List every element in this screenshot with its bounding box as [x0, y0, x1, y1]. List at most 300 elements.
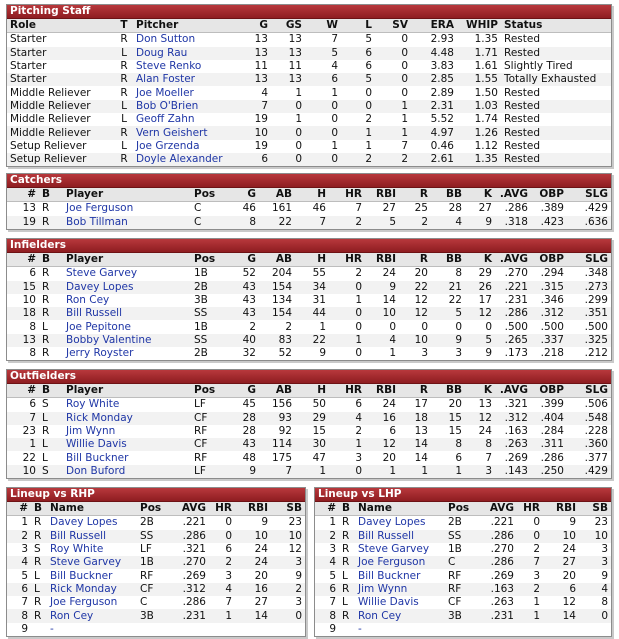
cell-sb: 3: [271, 556, 305, 569]
cell-hr: 0: [329, 281, 365, 294]
cell-pos: 1B: [194, 320, 208, 333]
column-header-hr[interactable]: HR: [329, 384, 365, 398]
cell-pos: [445, 623, 479, 636]
player-link[interactable]: Alan Foster: [136, 73, 195, 86]
player-link[interactable]: Joe Ferguson: [50, 596, 118, 609]
cell-col: 8: [315, 609, 339, 622]
cell-col: 5: [329, 569, 336, 582]
player-link[interactable]: Joe Ferguson: [358, 556, 426, 569]
column-header-pos[interactable]: Pos: [137, 502, 171, 516]
player-link[interactable]: Joe Ferguson: [66, 202, 134, 215]
column-header-rbi[interactable]: RBI: [365, 384, 399, 398]
cell-t: L: [115, 47, 133, 60]
column-header-hr[interactable]: HR: [517, 502, 543, 516]
table-row[interactable]: [7, 609, 305, 622]
cell-rbi: 27: [543, 556, 579, 569]
player-link[interactable]: -: [358, 622, 362, 635]
column-header-hr[interactable]: HR: [209, 502, 235, 516]
cell-rbi: 20: [254, 569, 268, 582]
cell-g: 43: [225, 438, 259, 451]
cell-player: [63, 320, 191, 333]
cell-slg: .325: [567, 334, 611, 347]
column-header-slg[interactable]: SLG: [567, 188, 611, 202]
player-link[interactable]: Don Sutton: [136, 33, 196, 46]
table-row[interactable]: [7, 347, 611, 360]
table-row[interactable]: [7, 569, 305, 582]
player-link[interactable]: Willie Davis: [358, 596, 419, 609]
table-row[interactable]: [7, 623, 305, 636]
player-link[interactable]: Joe Grzenda: [136, 139, 200, 152]
player-link[interactable]: Doyle Alexander: [136, 153, 223, 166]
column-header-col[interactable]: #: [7, 188, 39, 202]
cell-status: Rested: [504, 139, 540, 152]
player-link[interactable]: Bill Buckner: [358, 569, 421, 582]
cell-col: 7: [7, 412, 39, 425]
player-link[interactable]: Bill Russell: [66, 307, 123, 320]
table-row[interactable]: [7, 596, 305, 609]
column-header-bb[interactable]: BB: [431, 188, 465, 202]
player-link[interactable]: Bob Tillman: [66, 215, 128, 228]
cell-player: [63, 267, 191, 281]
column-header-obp[interactable]: OBP: [531, 253, 567, 267]
column-header-t[interactable]: T: [115, 19, 133, 33]
column-header-k[interactable]: K: [465, 188, 495, 202]
table-row[interactable]: [7, 451, 611, 464]
cell-col: 10: [7, 465, 39, 478]
cell-col: 6: [29, 267, 36, 280]
column-header-k[interactable]: K: [465, 253, 495, 267]
cell-sb: 0: [579, 609, 611, 622]
table-row[interactable]: [315, 516, 611, 530]
cell-rbi: 5: [365, 216, 399, 229]
cell-pos: CF: [137, 583, 171, 596]
player-link[interactable]: Rick Monday: [66, 411, 133, 424]
player-link[interactable]: Jim Wynn: [358, 582, 408, 595]
column-header-r[interactable]: R: [399, 253, 431, 267]
cell-pitcher: [133, 140, 245, 153]
cell-avg: .286: [479, 556, 517, 569]
player-link[interactable]: Doug Rau: [136, 46, 188, 59]
table-row[interactable]: [7, 281, 611, 294]
table-row[interactable]: [7, 126, 611, 139]
cell-g: 19: [254, 139, 268, 152]
table-row[interactable]: [315, 623, 611, 636]
table-row[interactable]: [7, 412, 611, 425]
column-header-pos[interactable]: Pos: [445, 502, 479, 516]
cell-k: 27: [478, 202, 492, 215]
cell-pitcher: [133, 33, 245, 47]
column-header-ab[interactable]: AB: [259, 253, 295, 267]
column-header-pitcher[interactable]: Pitcher: [133, 19, 245, 33]
column-header-k[interactable]: K: [465, 384, 495, 398]
table-row[interactable]: [7, 425, 611, 438]
column-header-l[interactable]: L: [341, 19, 375, 33]
table-row[interactable]: [7, 543, 305, 556]
player-link[interactable]: Davey Lopes: [358, 516, 426, 529]
table-row[interactable]: [7, 153, 611, 166]
cell-w: 0: [305, 126, 341, 139]
cell-b: R: [339, 583, 355, 596]
column-header-sb[interactable]: SB: [579, 502, 611, 516]
cell-name: [47, 623, 137, 636]
column-header-pos[interactable]: Pos: [191, 188, 225, 202]
player-link[interactable]: Bill Russell: [50, 529, 107, 542]
cell-g: 7: [245, 100, 271, 113]
column-header-name[interactable]: Name: [47, 502, 137, 516]
column-header-slg[interactable]: SLG: [567, 253, 611, 267]
cell-col: 2: [315, 530, 339, 543]
column-header-player[interactable]: Player: [63, 253, 191, 267]
cell-avg: .269: [490, 569, 514, 582]
column-header-h[interactable]: H: [295, 384, 329, 398]
column-header-hr[interactable]: HR: [329, 188, 365, 202]
table-row[interactable]: [7, 465, 611, 478]
player-link[interactable]: Jim Wynn: [66, 425, 116, 438]
cell-t: R: [120, 60, 128, 73]
cell-l: 0: [341, 100, 375, 113]
cell-hr: 3: [225, 569, 232, 582]
cell-sb: [579, 623, 611, 636]
cell-bb: 28: [448, 202, 462, 215]
cell-b: R: [39, 281, 63, 294]
column-header-obp[interactable]: OBP: [531, 188, 567, 202]
cell-g: 43: [225, 281, 259, 294]
cell-rbi: 10: [365, 307, 399, 320]
table-row[interactable]: [7, 294, 611, 307]
column-header-bb[interactable]: BB: [431, 253, 465, 267]
cell-h: 46: [312, 202, 326, 215]
table-row[interactable]: [7, 47, 611, 60]
cell-sb: 23: [288, 516, 302, 529]
cell-r: 12: [414, 294, 428, 307]
column-header-status[interactable]: Status: [501, 19, 611, 33]
column-header-b[interactable]: B: [39, 384, 63, 398]
lineup-vs-lhp-title: Lineup vs LHP: [315, 488, 611, 502]
infielders-panel: [6, 238, 612, 361]
column-header-col[interactable]: #: [7, 502, 31, 516]
cell-sb: 4: [579, 583, 611, 596]
cell-b: R: [42, 347, 50, 360]
cell-slg: .351: [567, 307, 611, 320]
column-header-pos[interactable]: Pos: [191, 384, 225, 398]
column-header-sv[interactable]: SV: [375, 19, 411, 33]
cell-gs: 11: [288, 60, 302, 73]
cell-rbi: 6: [389, 425, 396, 438]
column-header-col[interactable]: #: [315, 502, 339, 516]
player-link[interactable]: Willie Davis: [66, 438, 127, 451]
player-link[interactable]: Bill Russell: [358, 529, 415, 542]
cell-gs: 13: [288, 33, 302, 46]
column-header-h[interactable]: H: [295, 188, 329, 202]
cell-col: 8: [29, 347, 36, 360]
cell-g: 10: [245, 126, 271, 139]
cell-obp: .218: [540, 347, 564, 360]
cell-pos: SS: [445, 530, 479, 543]
column-header-b[interactable]: B: [31, 502, 47, 516]
cell-avg: .318: [495, 216, 531, 229]
player-link[interactable]: Joe Pepitone: [66, 320, 131, 333]
cell-k: 26: [465, 281, 495, 294]
cell-b: S: [39, 465, 63, 478]
cell-hr: 7: [225, 596, 232, 609]
player-link[interactable]: Rick Monday: [50, 582, 117, 595]
column-header-hr[interactable]: HR: [329, 253, 365, 267]
column-header-sb[interactable]: SB: [271, 502, 305, 516]
column-header-rbi[interactable]: RBI: [543, 502, 579, 516]
cell-pitcher: [133, 47, 245, 60]
table-row[interactable]: [315, 530, 611, 543]
column-header-w[interactable]: W: [305, 19, 341, 33]
cell-era: 2.31: [411, 100, 457, 113]
table-row[interactable]: [7, 307, 611, 320]
cell-b: R: [39, 334, 63, 347]
player-link[interactable]: Ron Cey: [358, 609, 402, 622]
column-header-ab[interactable]: AB: [259, 188, 295, 202]
catchers-title: Catchers: [7, 174, 611, 188]
cell-k: 3: [465, 465, 495, 478]
cell-status: Rested: [504, 113, 540, 126]
cell-avg: .269: [182, 569, 206, 582]
player-link[interactable]: Steve Garvey: [358, 543, 430, 556]
cell-hr: 6: [225, 543, 232, 556]
cell-rbi: 4: [365, 334, 399, 347]
cell-pos: C: [445, 556, 479, 569]
cell-era: 4.48: [411, 47, 457, 60]
cell-b: R: [42, 425, 50, 438]
column-header-rbi[interactable]: RBI: [365, 253, 399, 267]
player-link[interactable]: Bill Buckner: [50, 569, 113, 582]
player-link[interactable]: Vern Geishert: [136, 126, 208, 139]
column-header-b[interactable]: B: [39, 188, 63, 202]
table-row[interactable]: [7, 86, 611, 99]
cell-obp: .312: [531, 307, 567, 320]
cell-name: [355, 623, 445, 636]
cell-status: Rested: [501, 153, 611, 166]
player-link[interactable]: Geoff Zahn: [136, 113, 195, 126]
column-header-avg[interactable]: .AVG: [495, 188, 531, 202]
cell-era: 5.52: [430, 113, 454, 126]
column-header-r[interactable]: R: [399, 384, 431, 398]
cell-bb: 8: [431, 438, 465, 451]
cell-h: 7: [295, 216, 329, 229]
table-row[interactable]: [7, 530, 305, 543]
column-header-avg[interactable]: AVG: [479, 502, 517, 516]
cell-avg: [171, 623, 209, 636]
cell-pos: 2B: [191, 281, 225, 294]
cell-rbi: 27: [254, 596, 268, 609]
player-link[interactable]: Joe Moeller: [136, 86, 194, 99]
column-header-b[interactable]: B: [39, 253, 63, 267]
cell-slg: .299: [584, 294, 608, 307]
column-header-obp[interactable]: OBP: [531, 384, 567, 398]
column-header-player[interactable]: Player: [63, 384, 191, 398]
table-row[interactable]: [315, 609, 611, 622]
cell-avg: .286: [182, 596, 206, 609]
cell-whip: 1.55: [457, 73, 501, 86]
player-link[interactable]: Bob O'Brien: [136, 99, 199, 112]
cell-h: 50: [312, 398, 326, 411]
table-row[interactable]: [315, 596, 611, 609]
cell-sb: 10: [271, 530, 305, 543]
table-row[interactable]: [7, 583, 305, 596]
cell-hr: 2: [355, 267, 362, 280]
table-row[interactable]: [7, 100, 611, 113]
column-header-avg[interactable]: .AVG: [495, 384, 531, 398]
cell-sb: 9: [601, 569, 608, 582]
cell-b: [31, 623, 47, 636]
column-header-bb[interactable]: BB: [431, 384, 465, 398]
column-header-rbi[interactable]: RBI: [365, 188, 399, 202]
cell-col: 22: [22, 451, 36, 464]
column-header-g[interactable]: G: [225, 384, 259, 398]
cell-col: 19: [7, 216, 39, 229]
table-row[interactable]: [315, 556, 611, 569]
table-row[interactable]: [7, 140, 611, 153]
cell-hr: 1: [533, 596, 540, 609]
column-header-col[interactable]: #: [7, 253, 39, 267]
cell-role: Starter: [10, 33, 47, 46]
header-row: [7, 253, 611, 267]
cell-pos: CF: [191, 438, 225, 451]
player-link[interactable]: Jerry Royster: [66, 347, 134, 360]
table-row[interactable]: [7, 113, 611, 126]
cell-rbi: 24: [562, 543, 576, 556]
column-header-role[interactable]: Role: [7, 19, 115, 33]
column-header-g[interactable]: G: [225, 188, 259, 202]
column-header-h[interactable]: H: [295, 253, 329, 267]
player-link[interactable]: Steve Garvey: [66, 267, 138, 280]
header-row: [315, 502, 611, 516]
player-link[interactable]: Steve Renko: [136, 60, 202, 73]
cell-hr: 2: [533, 543, 540, 556]
cell-obp: .389: [540, 202, 564, 215]
column-header-whip[interactable]: WHIP: [457, 19, 501, 33]
cell-g: 13: [254, 33, 268, 46]
cell-col: 6: [29, 398, 36, 411]
cell-role: Setup Reliever: [7, 153, 115, 166]
cell-ab: 93: [259, 412, 295, 425]
player-link[interactable]: Davey Lopes: [66, 280, 134, 293]
table-row[interactable]: [315, 543, 611, 556]
cell-col: 4: [7, 556, 31, 569]
cell-hr: 0: [329, 307, 365, 320]
cell-avg: [479, 623, 517, 636]
cell-sv: 0: [401, 86, 408, 99]
cell-l: 5: [365, 33, 372, 46]
cell-avg: .270: [504, 267, 528, 280]
player-link[interactable]: Ron Cey: [66, 294, 110, 307]
cell-col: 6: [315, 583, 339, 596]
cell-slg: .348: [584, 267, 608, 280]
cell-b: R: [31, 556, 47, 569]
column-header-gs[interactable]: GS: [271, 19, 305, 33]
cell-bb: 20: [448, 398, 462, 411]
cell-status: Rested: [501, 126, 611, 139]
player-link[interactable]: Bill Buckner: [66, 451, 129, 464]
cell-era: 3.83: [430, 60, 454, 73]
cell-player: [63, 202, 191, 216]
cell-rbi: 9: [365, 281, 399, 294]
column-header-r[interactable]: R: [399, 188, 431, 202]
player-link[interactable]: Roy White: [66, 398, 120, 411]
table-row[interactable]: [7, 216, 611, 229]
cell-sb: 8: [601, 596, 608, 609]
cell-t: R: [115, 73, 133, 86]
column-header-b[interactable]: B: [339, 502, 355, 516]
cell-l: 2: [365, 113, 372, 126]
cell-col: 8: [7, 609, 31, 622]
cell-col: 4: [315, 556, 339, 569]
cell-hr: 1: [329, 334, 365, 347]
column-header-ab[interactable]: AB: [259, 384, 295, 398]
player-link[interactable]: Roy White: [50, 543, 104, 556]
column-header-rbi[interactable]: RBI: [235, 502, 271, 516]
column-header-avg[interactable]: .AVG: [495, 253, 531, 267]
table-row[interactable]: [7, 556, 305, 569]
table-row[interactable]: [7, 267, 611, 281]
cell-g: 45: [242, 398, 256, 411]
cell-avg: .270: [171, 556, 209, 569]
column-header-pos[interactable]: Pos: [191, 253, 225, 267]
table-row[interactable]: [7, 398, 611, 412]
cell-sv: 1: [375, 126, 411, 139]
cell-r: 14: [399, 438, 431, 451]
table-row[interactable]: [7, 438, 611, 451]
cell-h: 30: [295, 438, 329, 451]
cell-sb: 3: [601, 543, 608, 556]
table-row[interactable]: [315, 583, 611, 596]
cell-w: 6: [305, 73, 341, 86]
cell-role: Starter: [7, 73, 115, 86]
column-header-era[interactable]: ERA: [411, 19, 457, 33]
cell-r: 14: [414, 451, 428, 464]
column-header-g[interactable]: G: [245, 19, 271, 33]
column-header-name[interactable]: Name: [355, 502, 445, 516]
column-header-g[interactable]: G: [225, 253, 259, 267]
table-row[interactable]: [7, 60, 611, 73]
column-header-col[interactable]: #: [7, 384, 39, 398]
table-row[interactable]: [7, 334, 611, 347]
player-link[interactable]: Ron Cey: [50, 609, 94, 622]
player-link[interactable]: Steve Garvey: [50, 556, 122, 569]
player-link[interactable]: Don Buford: [66, 464, 126, 477]
table-row[interactable]: [315, 569, 611, 582]
player-link[interactable]: Davey Lopes: [50, 516, 118, 529]
player-link[interactable]: -: [50, 622, 54, 635]
player-link[interactable]: Bobby Valentine: [66, 333, 152, 346]
cell-b: L: [342, 596, 348, 609]
cell-g: 13: [245, 47, 271, 60]
column-header-slg[interactable]: SLG: [567, 384, 611, 398]
cell-g: 43: [225, 307, 259, 320]
cell-gs: 0: [271, 153, 305, 166]
table-row[interactable]: [7, 33, 611, 47]
table-row[interactable]: [7, 202, 611, 216]
column-header-avg[interactable]: AVG: [171, 502, 209, 516]
cell-g: 9: [225, 465, 259, 478]
table-row[interactable]: [7, 516, 305, 530]
cell-slg: .429: [567, 465, 611, 478]
cell-whip: 1.03: [457, 100, 501, 113]
cell-col: 7: [21, 596, 28, 609]
cell-g: 28: [225, 412, 259, 425]
cell-player: [63, 438, 191, 451]
table-row[interactable]: [7, 320, 611, 333]
column-header-player[interactable]: Player: [63, 188, 191, 202]
table-row[interactable]: [7, 73, 611, 86]
cell-sv: 1: [401, 113, 408, 126]
cell-hr: 1: [355, 294, 362, 307]
